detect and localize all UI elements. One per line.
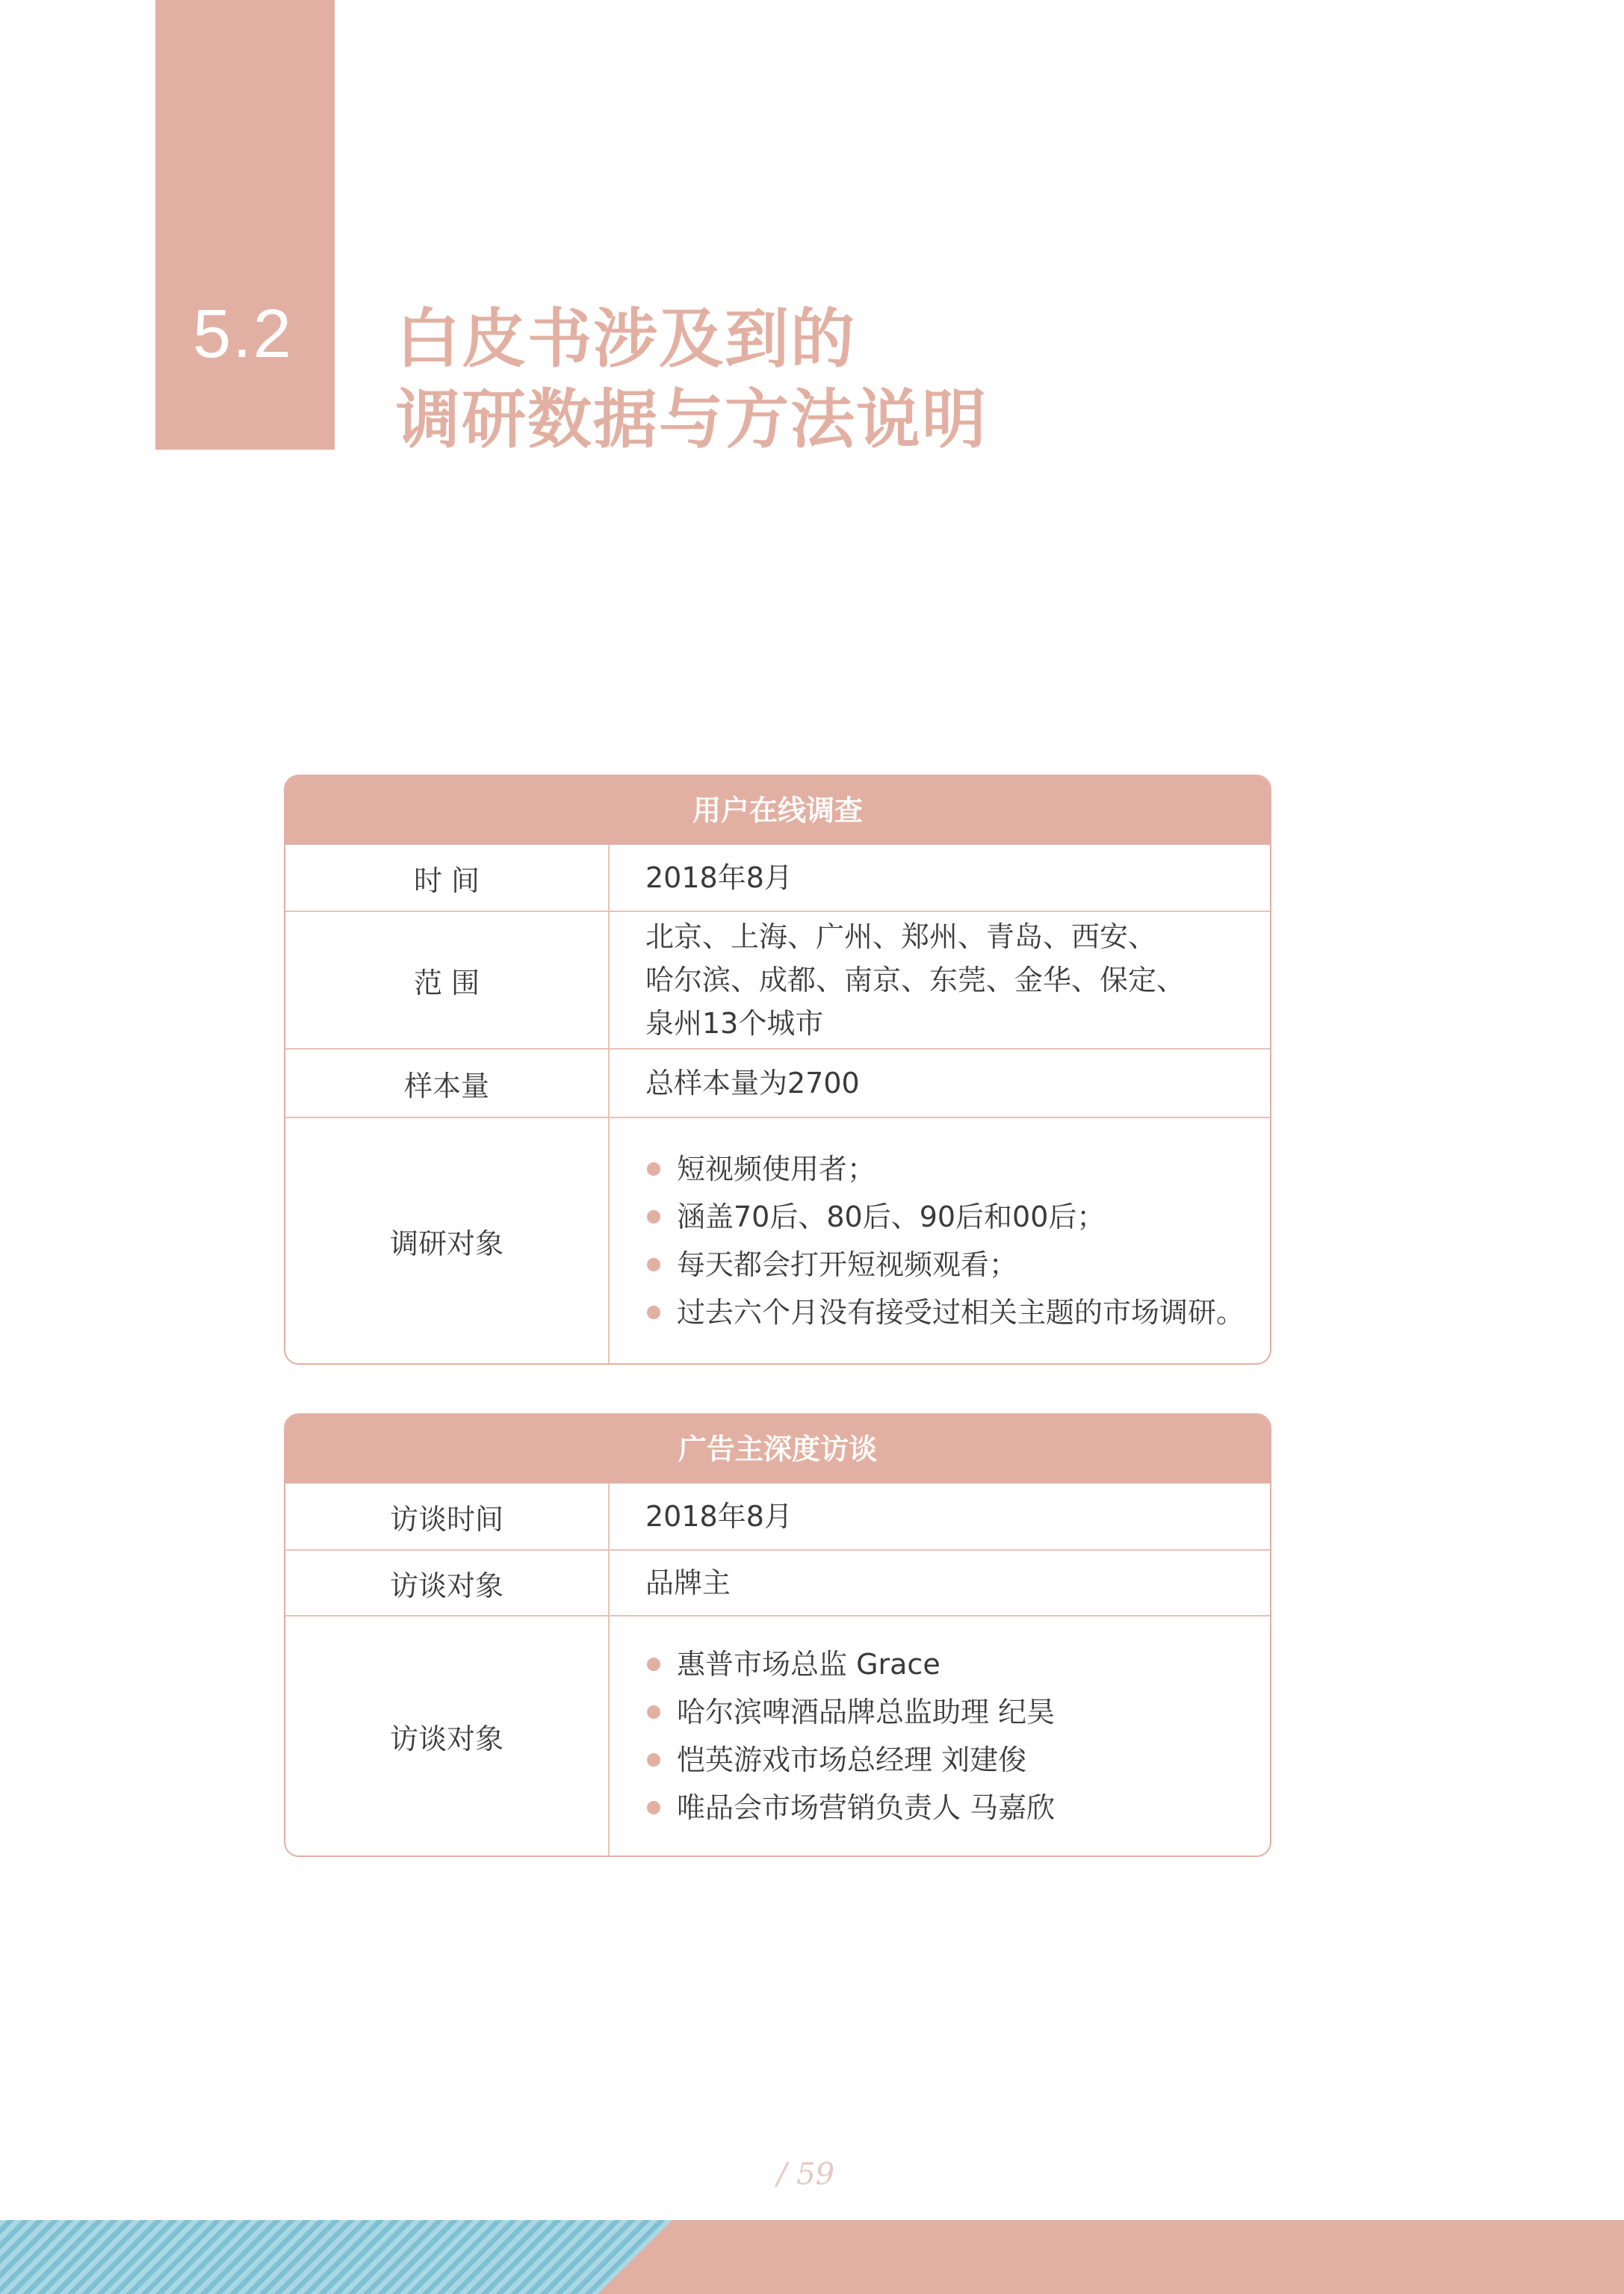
- row-label: 时 间: [285, 845, 610, 911]
- survey-table: [284, 775, 1271, 1365]
- bullet-item: 过去六个月没有接受过相关主题的市场调研。: [645, 1289, 1270, 1336]
- bullet-item: 唯品会市场营销负责人 马嘉欣: [645, 1784, 1270, 1832]
- bullet-item: 惠普市场总监 Grace: [645, 1640, 1270, 1688]
- bullet-item: 每天都会打开短视频观看；: [645, 1241, 1270, 1289]
- footer-stripe-band: [0, 2220, 672, 2294]
- bullet-item: 哈尔滨啤酒品牌总监助理 纪昊: [645, 1688, 1270, 1736]
- row-label: 访谈时间: [285, 1484, 610, 1549]
- row-label: 样本量: [285, 1050, 610, 1117]
- row-label: 调研对象: [285, 1118, 610, 1363]
- row-label: 范 围: [285, 912, 610, 1048]
- table-row: [285, 1048, 1270, 1117]
- table-row: [285, 1117, 1270, 1363]
- section-number: 5.2: [193, 296, 293, 372]
- row-value: [610, 912, 1270, 1048]
- bullet-item: 短视频使用者；: [645, 1145, 1270, 1193]
- table-row: [285, 1484, 1270, 1549]
- row-value-line: 北京、上海、广州、郑州、青岛、西安、: [645, 920, 1157, 953]
- bullet-item: 涵盖70后、80后、90后和00后；: [645, 1193, 1270, 1241]
- row-value: 2018年8月: [645, 1500, 793, 1533]
- row-value: [610, 1118, 1270, 1363]
- interview-table-header: 广告主深度访谈: [285, 1415, 1270, 1484]
- bullet-item: 恺英游戏市场总经理 刘建俊: [645, 1736, 1270, 1784]
- row-value-line: 泉州13个城市: [645, 1007, 824, 1040]
- page-title-line-2: 调研数据与方法说明: [396, 382, 988, 457]
- row-value: 品牌主: [645, 1566, 731, 1599]
- table-row: [285, 1615, 1270, 1856]
- table-row: [285, 1549, 1270, 1615]
- page-number-slash: /: [777, 2157, 787, 2192]
- row-value-line: 哈尔滨、成都、南京、东莞、金华、保定、: [645, 964, 1186, 996]
- table-row: [285, 911, 1270, 1048]
- page-title: [396, 299, 988, 460]
- row-label: 访谈对象: [285, 1616, 610, 1856]
- row-label: 访谈对象: [285, 1551, 610, 1615]
- survey-table-header: 用户在线调查: [285, 776, 1270, 845]
- row-value: [610, 1616, 1270, 1856]
- section-color-block: [155, 0, 335, 450]
- interview-table: [284, 1413, 1271, 1857]
- row-value: 总样本量为2700: [645, 1067, 860, 1100]
- row-value: 2018年8月: [645, 861, 793, 894]
- page-number: [777, 2157, 834, 2192]
- page-number-value: 59: [796, 2157, 835, 2192]
- bullet-list: [645, 1640, 1270, 1832]
- table-row: [285, 845, 1270, 911]
- bullet-list: [645, 1145, 1270, 1336]
- page-title-line-1: 白皮书涉及到的: [396, 302, 856, 376]
